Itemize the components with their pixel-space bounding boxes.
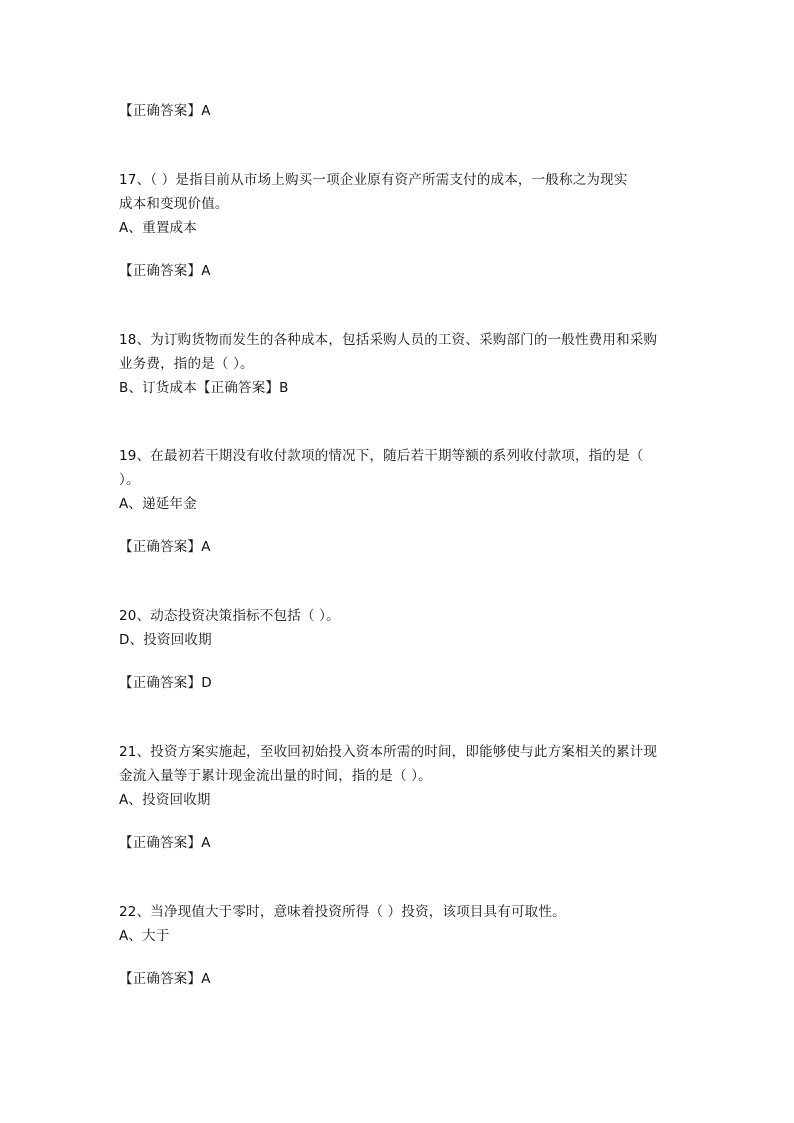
- answer-line: 【正确答案】A: [119, 263, 211, 279]
- question-text: 22、当净现值大于零时，意味着投资所得（ ）投资，该项目具有可取性。: [119, 904, 566, 920]
- option-line: A、投资回收期: [119, 792, 211, 808]
- option-line: A、大于: [119, 928, 170, 944]
- option-answer-line: B、订货成本【正确答案】B: [119, 380, 289, 396]
- option-line: A、递延年金: [119, 496, 197, 512]
- question-text: 17、（ ）是指目前从市场上购买一项企业原有资产所需支付的成本，一般称之为现实: [119, 172, 628, 188]
- option-line: D、投资回收期: [119, 632, 212, 648]
- question-text: 21、投资方案实施起，至收回初始投入资本所需的时间，即能够使与此方案相关的累计现: [119, 744, 658, 760]
- question-text-continued: 业务费，指的是（ ）。: [119, 356, 254, 372]
- question-text: 20、动态投资决策指标不包括（ ）。: [119, 608, 340, 624]
- answer-line: 【正确答案】D: [119, 675, 212, 691]
- option-line: A、重置成本: [119, 220, 197, 236]
- question-text-continued: 金流入量等于累计现金流出量的时间，指的是（ ）。: [119, 768, 432, 784]
- question-text: 18、为订购货物而发生的各种成本，包括采购人员的工资、采购部门的一般性费用和采购: [119, 332, 658, 348]
- answer-line: 【正确答案】A: [119, 103, 211, 119]
- question-text-continued: 成本和变现价值。: [119, 196, 229, 212]
- answer-line: 【正确答案】A: [119, 539, 211, 555]
- answer-line: 【正确答案】A: [119, 835, 211, 851]
- question-text: 19、在最初若干期没有收付款项的情况下，随后若干期等额的系列收付款项，指的是（: [119, 448, 644, 464]
- answer-line: 【正确答案】A: [119, 971, 211, 987]
- question-text-continued: ）。: [119, 472, 140, 488]
